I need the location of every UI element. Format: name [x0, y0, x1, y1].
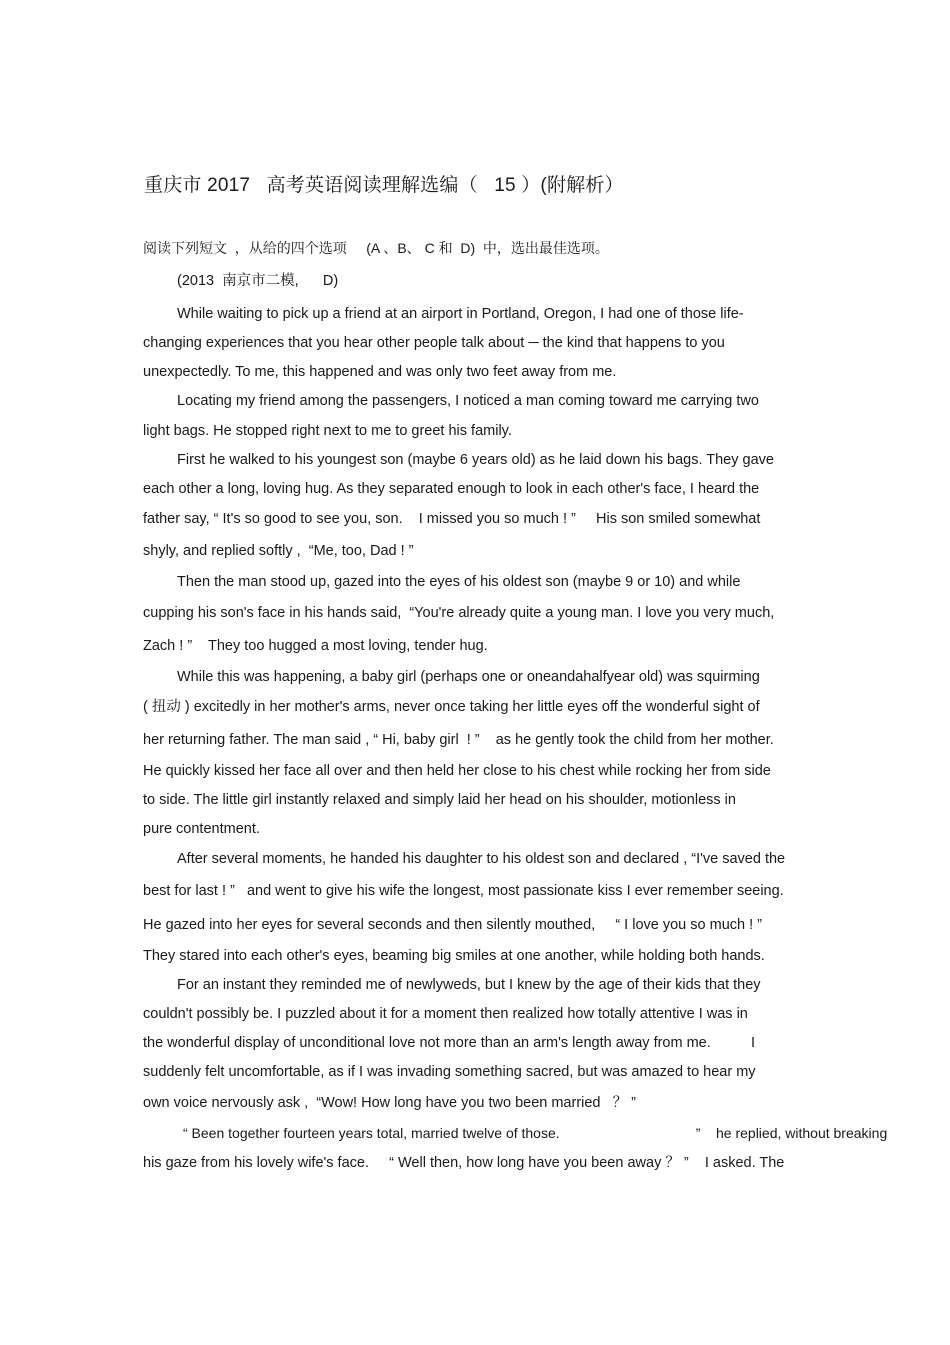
paragraph-line: best for last ! ” and went to give his wife the longest, most passionate kiss I ever remember seeing.	[143, 883, 784, 899]
paragraph-line: own voice nervously ask , “Wow! How long have you two been married ？ ”	[143, 1095, 636, 1111]
paragraph-line: changing experiences that you hear other people talk about ─ the kind that happens to you	[143, 335, 725, 351]
paragraph-line: the wonderful display of unconditional love not more than an arm's length away from me. I	[143, 1035, 756, 1051]
paragraph-line: First he walked to his youngest son (maybe 6 years old) as he laid down his bags. They gave	[177, 452, 774, 468]
paragraph-line: He gazed into her eyes for several seconds and then silently mouthed, “ I love you so much ! ”	[143, 917, 762, 933]
paragraph-line: couldn't possibly be. I puzzled about it for a moment then realized how totally attentive I was in	[143, 1006, 748, 1022]
paragraph-line: unexpectedly. To me, this happened and was only two feet away from me.	[143, 364, 617, 380]
document-title: 重庆市 2017 高考英语阅读理解选编（ 15 ）(附解析）	[144, 175, 624, 196]
paragraph-line: her returning father. The man said , “ Hi, baby girl ! ” as he gently took the child from her mother.	[143, 732, 774, 748]
paragraph-line: to side. The little girl instantly relaxed and simply laid her head on his shoulder, motionless in	[143, 792, 736, 808]
paragraph-line: each other a long, loving hug. As they separated enough to look in each other's face, I heard the	[143, 481, 760, 497]
paragraph-line: While waiting to pick up a friend at an airport in Portland, Oregon, I had one of those life-	[177, 306, 744, 322]
paragraph-line: After several moments, he handed his daughter to his oldest son and declared , “I've saved the	[177, 851, 786, 867]
paragraph-line: shyly, and replied softly , “Me, too, Dad ! ”	[143, 543, 414, 559]
paragraph-line: Then the man stood up, gazed into the eyes of his oldest son (maybe 9 or 10) and while	[177, 574, 741, 590]
paragraph-line: For an instant they reminded me of newlyweds, but I knew by the age of their kids that they	[177, 977, 761, 993]
paragraph-line: They stared into each other's eyes, beaming big smiles at one another, while holding both hands.	[143, 948, 765, 964]
paragraph-line: light bags. He stopped right next to me to greet his family.	[143, 423, 512, 439]
paragraph-line: ( 扭动 ) excitedly in her mother's arms, never once taking her little eyes off the wonderful sight of	[143, 699, 760, 715]
paragraph-line: “ Been together fourteen years total, married twelve of those. ” he replied, without breaking	[183, 1125, 888, 1141]
paragraph-line: Locating my friend among the passengers, I noticed a man coming toward me carrying two	[177, 393, 759, 409]
instruction-text: 阅读下列短文 ，从给的四个选项 (A 、B、 C 和 D) 中，选出最佳选项。	[143, 240, 609, 256]
paragraph-line: He quickly kissed her face all over and then held her close to his chest while rocking her from side	[143, 763, 771, 779]
paragraph-line: Zach ! ” They too hugged a most loving, tender hug.	[143, 638, 488, 654]
paragraph-line: cupping his son's face in his hands said, “You're already quite a young man. I love you very much,	[143, 605, 775, 621]
paragraph-line: suddenly felt uncomfortable, as if I was invading something sacred, but was amazed to hear my	[143, 1064, 756, 1080]
source-note: (2013 南京市二模, D)	[177, 273, 339, 289]
paragraph-line: pure contentment.	[143, 821, 260, 837]
paragraph-line: father say, “ It's so good to see you, son. I missed you so much ! ” His son smiled somewhat	[143, 511, 761, 527]
paragraph-line: his gaze from his lovely wife's face. “ Well then, how long have you been away ？ ” I asked. The	[143, 1155, 785, 1171]
paragraph-line: While this was happening, a baby girl (perhaps one or oneandahalfyear old) was squirming	[177, 669, 760, 685]
